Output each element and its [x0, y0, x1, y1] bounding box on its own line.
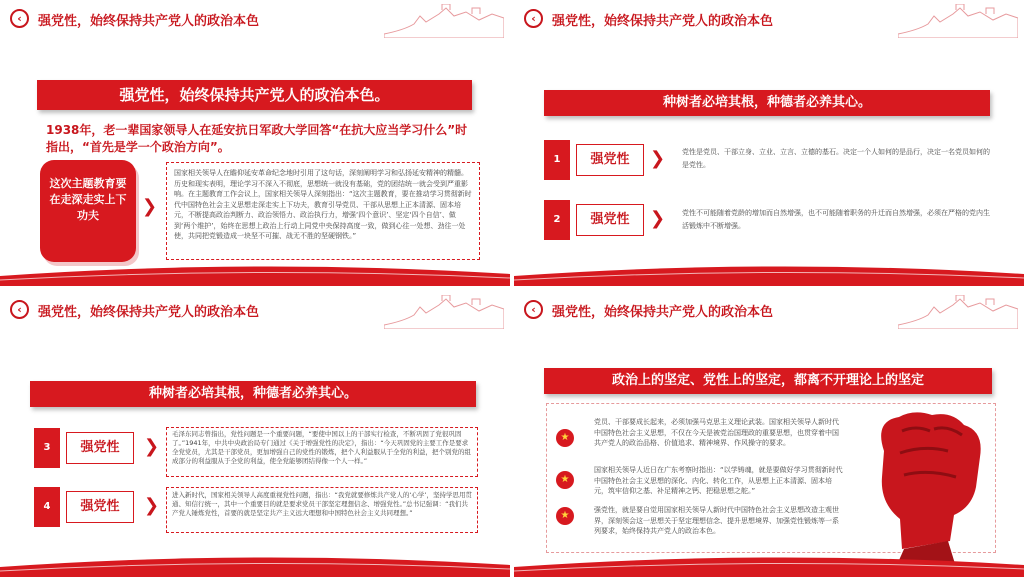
red-wave-band: [0, 264, 510, 286]
item-number: 2: [544, 200, 570, 240]
slide-1[interactable]: [0, 0, 510, 286]
raised-fist-icon: [844, 391, 1004, 567]
slide-header: [0, 291, 510, 329]
item-text: 党性不可能随着党龄的增加而自然增强，也不可能随着职务的升迁而自然增强，必须在严格的党内生活锻炼中不断增强。: [682, 209, 990, 230]
paragraph: 国家相关领导人近日在广东考察时指出：“以学铸魂，就是要做好学习贯彻新时代中国特色社会主义思想的深化、内化、转化工作，从思想上正本清源、固本培元，筑牢信仰之基、补足精神之钙、把稳思想之舵。”: [594, 466, 843, 495]
header-title: 强党性，始终保持共产党人的政治本色: [552, 305, 774, 320]
item-label: 强党性: [576, 144, 644, 176]
chevron-right-icon: ❯: [650, 148, 666, 169]
slide-banner: 强党性，始终保持共产党人的政治本色。: [37, 80, 472, 110]
slide-banner: 种树者必培其根，种德者必养其心。: [544, 90, 990, 116]
paragraph: 党员、干部要成长起来，必须加强马克思主义理论武装。国家相关领导人新时代中国特色社会主义思想，不仅在今天是被党治国理政的重要思想，也贯穿着中国共产党人的政治品格、价值追求、精神境界、作风操守的要求。: [594, 418, 839, 447]
item-text-box: 进入新时代，国家相关领导人高度重视党性问题，指出：“我党就要修炼共产党人的‘心学’，坚持学思用贯通、知信行统一，其中一个重要目的就是要求党员干部坚定理想信念、增强党性。”总书记强调：“我们共产党人锤炼党性，首要的就是坚定共产主义远大理想和中国特色社会主义共同理想。”: [166, 487, 478, 533]
red-wave-band: [0, 555, 510, 577]
item-number: 3: [34, 428, 60, 468]
item-label: 强党性: [576, 204, 644, 236]
back-arrow-icon[interactable]: ‹: [524, 300, 543, 319]
chevron-right-icon: ❯: [144, 436, 160, 457]
header-title: 强党性，始终保持共产党人的政治本色: [38, 14, 260, 29]
chevron-right-icon: ❯: [650, 208, 666, 229]
item-number: 1: [544, 140, 570, 180]
chevron-right-icon: ❯: [144, 495, 160, 516]
great-wall-icon: [384, 295, 504, 329]
slide-header: [514, 291, 1024, 329]
great-wall-icon: [384, 4, 504, 38]
header-title: 强党性，始终保持共产党人的政治本色: [552, 14, 774, 29]
item-number: 4: [34, 487, 60, 527]
star-badge-icon: ★: [556, 471, 574, 489]
item-label: 强党性: [66, 491, 134, 523]
great-wall-icon: [898, 4, 1018, 38]
great-wall-icon: [898, 295, 1018, 329]
slide-header: [0, 0, 510, 38]
star-badge-icon: ★: [556, 429, 574, 447]
slide-3[interactable]: [0, 291, 510, 577]
header-title: 强党性，始终保持共产党人的政治本色: [38, 305, 260, 320]
slide-header: [514, 0, 1024, 38]
slide-2[interactable]: [514, 0, 1024, 286]
star-badge-icon: ★: [556, 507, 574, 525]
slide-banner: 种树者必培其根，种德者必养其心。: [30, 381, 476, 407]
slide-4[interactable]: [514, 291, 1024, 577]
back-arrow-icon[interactable]: ‹: [10, 300, 29, 319]
chevron-right-icon: ❯: [142, 196, 158, 217]
theme-box: 这次主题教育要在走深走实上下功夫: [40, 160, 136, 262]
item-label: 强党性: [66, 432, 134, 464]
back-arrow-icon[interactable]: ‹: [10, 9, 29, 28]
paragraph: 强党性，就是要自觉用国家相关领导人新时代中国特色社会主义思想改造主观世界，深刻领会这一思想关于坚定理想信念、提升思想境界、加强党性锻炼等一系列要求，始终保持共产党人的政治本色。: [594, 506, 839, 535]
back-arrow-icon[interactable]: ‹: [524, 9, 543, 28]
item-text-box: 毛泽东同志曾指出，党性问题是一个重要问题，“要使中国以上的干部实行检查，不断巩固了党很巩固了。”1941年，中共中央政治局专门通过《关于增强党性的决定》，指出：“今天巩固党的主要工作是要求全党党员，尤其是干部党员，更加增强自己的党性的锻炼，把个人利益服从于全党的利益，把个别党的组成部分的利益服从于全党的利益，使全党能够团结得像一个人一样。”: [166, 427, 478, 477]
body-text-box: 国家相关领导人在瞻仰延安革命纪念地时引用了这句话，深刻阐明学习和弘扬延安精神的精髓。历史和现实表明，理论学习不深入不彻底，思想统一就没有基础，党的团结统一就会受到严重影响。在主题教育工作会议上，国家相关领导人深刻指出：“这次主题教育，要在推动学习贯彻新时代中国特色社会主义思想走深走实上下功夫，教育引导党员、干部从思想上正本清源、固本培元，不断提高政治判断力、政治领悟力、政治执行力，增强‘四个意识’、坚定‘四个自信’、做到‘两个维护’，始终在思想上政治上行动上同党中央保持高度一致，做到心往一处想、劲往一处使，共同把党锻造成一块坚不可摧、战无不胜的坚硬钢铁。”: [166, 162, 480, 260]
red-wave-band: [514, 555, 1024, 577]
quote-text: 1938年，老一辈国家领导人在延安抗日军政大学回答“在抗大应当学习什么”时指出，“首先是学一个政治方向”。: [46, 123, 468, 154]
red-wave-band: [514, 264, 1024, 286]
item-text: 党性是党员、干部立身、立业、立言、立德的基石。决定一个人如何的是品行，决定一名党员如何的是党性。: [682, 148, 990, 169]
slide-banner: 政治上的坚定、党性上的坚定，都离不开理论上的坚定: [544, 368, 992, 394]
